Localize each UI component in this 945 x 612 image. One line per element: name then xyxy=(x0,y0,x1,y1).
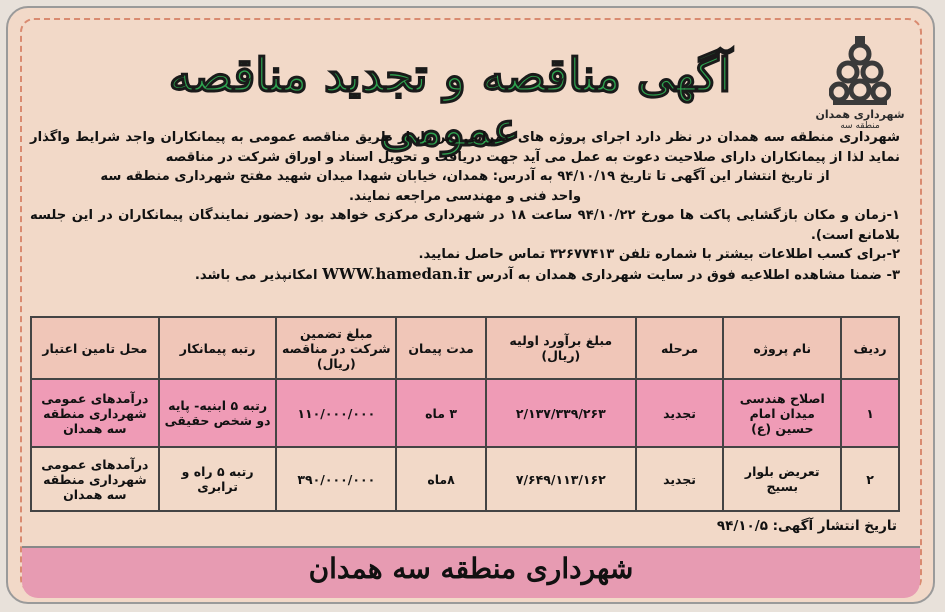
cell-funding-source: درآمدهای عمومی شهرداری منطقه سه همدان xyxy=(31,379,159,447)
table-header-row xyxy=(31,317,899,379)
item3-prefix: ۳- ضمنا مشاهده اطلاعیه فوق در سایت شهرداری همدان به آدرس xyxy=(476,267,900,283)
body-paragraph-1: شهرداری منطقه سه همدان در نظر دارد اجرای پروژه های عمرانی زیر را، از طریق مناقصه عمومی به پیمانکاران واجد شرایط واگذار نماید لذا از پیمانکاران دارای صلاحیت دعوت به عمل می آید جهت دریافت و تحویل اسناد و اوراق شرکت در مناقصه xyxy=(30,130,900,165)
cell-project-name: اصلاح هندسی میدان امام حسین (ع) xyxy=(723,379,841,447)
cell-project-name: تعریض بلوار بسیج xyxy=(723,447,841,511)
header-stage: مرحله xyxy=(636,317,724,379)
footer-title: شهرداری منطقه سه همدان xyxy=(308,552,634,585)
cell-row-number: ۱ xyxy=(841,379,899,447)
cell-contractor-grade: رتبه ۵ ابنیه- پایه دو شخص حقیقی xyxy=(159,379,277,447)
notice-title: آگهی مناقصه و تجدید مناقصه عمومی xyxy=(168,48,732,156)
cell-contractor-grade: رتبه ۵ راه و ترابری xyxy=(159,447,277,511)
header-initial-estimate: مبلغ برآورد اولیه (ریال) xyxy=(486,317,636,379)
table-row xyxy=(31,447,899,511)
projects-table xyxy=(30,316,900,512)
website-link[interactable]: WWW.hamedan.ir xyxy=(322,264,472,283)
body-paragraph-3: واحد فنی و مهندسی مراجعه نمایند. xyxy=(348,188,582,204)
publication-date: تاریخ انتشار آگهی: ۹۴/۱۰/۵ xyxy=(716,518,897,534)
logo-emblem-icon xyxy=(829,34,891,106)
header-contractor-grade: رتبه پیمانکار xyxy=(159,317,277,379)
logo-line2: منطقه سه xyxy=(840,121,880,131)
cell-initial-estimate: ۲/۱۳۷/۳۳۹/۲۶۳ xyxy=(486,379,636,447)
header-funding-source: محل تامین اعتبار xyxy=(31,317,159,379)
cell-stage: تجدید xyxy=(636,379,724,447)
body-item-1: ۱-زمان و مکان بازگشایی پاکت ها مورخ ۹۴/۱۰/۲۲ ساعت ۱۸ در شهرداری مرکزی خواهد بود (حضور نمایندگان پیمانکاران در این جلسه بلامانع است). xyxy=(30,208,901,243)
cell-contract-duration: ۳ ماه xyxy=(396,379,486,447)
header-row-number: ردیف xyxy=(841,317,899,379)
cell-bid-guarantee: ۱۱۰/۰۰۰/۰۰۰ xyxy=(276,379,396,447)
header-contract-duration: مدت پیمان xyxy=(396,317,486,379)
body-paragraph-2: از تاریخ انتشار این آگهی تا تاریخ ۹۴/۱۰/۱۹ به آدرس: همدان، خیابان شهدا میدان شهید مفتح شهرداری منطقه سه xyxy=(100,169,830,184)
item3-suffix: امکانپذیر می باشد. xyxy=(194,267,318,283)
body-item-3 xyxy=(30,265,900,286)
footer-banner xyxy=(22,546,920,598)
cell-bid-guarantee: ۳۹۰/۰۰۰/۰۰۰ xyxy=(276,447,396,511)
notice-body xyxy=(30,128,900,285)
cell-initial-estimate: ۷/۶۴۹/۱۱۳/۱۶۲ xyxy=(486,447,636,511)
body-item-2: ۲-برای کسب اطلاعات بیشتر با شماره تلفن ۳۲۶۷۷۴۱۳ تماس حاصل نمایید. xyxy=(418,247,900,262)
header-bid-guarantee: مبلغ تضمین شرکت در مناقصه (ریال) xyxy=(276,317,396,379)
cell-stage: تجدید xyxy=(636,447,724,511)
logo-line1: شهرداری همدان xyxy=(815,108,905,121)
table-row xyxy=(31,379,899,447)
cell-contract-duration: ۸ماه xyxy=(396,447,486,511)
cell-row-number: ۲ xyxy=(841,447,899,511)
header-project-name: نام پروژه xyxy=(723,317,841,379)
cell-funding-source: درآمدهای عمومی شهرداری منطقه سه همدان xyxy=(31,447,159,511)
